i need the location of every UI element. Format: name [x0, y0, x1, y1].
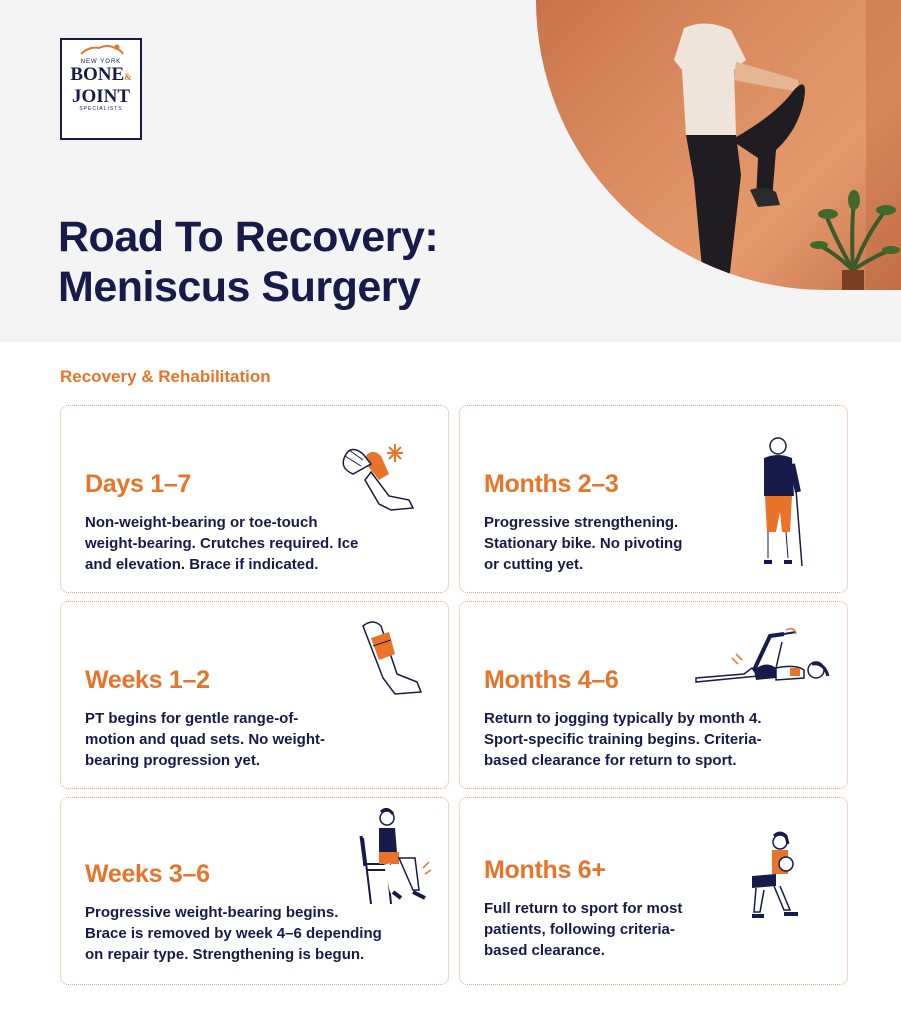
- card-body-line: Sport-specific training begins. Criteria-: [484, 731, 762, 748]
- card-days-1-7: [60, 405, 449, 593]
- logo-line-2: BONE: [70, 64, 125, 85]
- card-body-line: Full return to sport for most: [484, 900, 683, 917]
- chair-exercise-icon: [357, 808, 437, 908]
- logo-ampersand: &: [124, 72, 132, 82]
- brand-logo: [60, 38, 142, 140]
- card-body-line: Stationary bike. No pivoting: [484, 535, 683, 552]
- card-body: [85, 512, 395, 575]
- card-body-line: patients, following criteria-: [484, 921, 675, 938]
- card-body-line: and elevation. Brace if indicated.: [85, 556, 319, 573]
- card-body-line: bearing progression yet.: [85, 752, 261, 769]
- card-body-line: weight-bearing. Crutches required. Ice: [85, 535, 359, 552]
- man-with-cane-icon: [756, 434, 816, 574]
- card-body: [85, 708, 355, 771]
- card-heading: Weeks 1–2: [85, 666, 210, 694]
- card-months-4-6: [459, 601, 848, 789]
- card-heading: Months 4–6: [484, 666, 619, 694]
- logo-line-1: NEW YORK: [80, 59, 122, 65]
- card-body-line: based clearance.: [484, 942, 605, 959]
- section-label: Recovery & Rehabilitation: [60, 367, 271, 386]
- hero-photo: [536, 0, 901, 290]
- card-weeks-3-6: [60, 797, 449, 985]
- card-body-line: or cutting yet.: [484, 556, 584, 573]
- card-body-line: on repair type. Strengthening is begun.: [85, 946, 365, 963]
- card-heading: Months 6+: [484, 856, 606, 884]
- logo-line-3: JOINT: [71, 86, 131, 107]
- card-heading: Days 1–7: [85, 470, 192, 498]
- card-body-line: PT begins for gentle range-of-: [85, 710, 299, 727]
- card-body-line: Non-weight-bearing or toe-touch: [85, 514, 318, 531]
- card-body: [484, 512, 734, 575]
- card-body-line: motion and quad sets. No weight-: [85, 731, 325, 748]
- card-months-6-plus: [459, 797, 848, 985]
- ice-pack-leg-icon: [331, 434, 441, 518]
- card-body-line: based clearance for return to sport.: [484, 752, 737, 769]
- card-weeks-1-2: [60, 601, 449, 789]
- squat-kettlebell-icon: [744, 830, 810, 934]
- logo-line-4: SPECIALISTS: [79, 106, 123, 112]
- card-heading: Months 2–3: [484, 470, 619, 498]
- card-body-line: Brace is removed by week 4–6 depending: [85, 925, 382, 942]
- card-months-2-3: [459, 405, 848, 593]
- card-body-line: Progressive weight-bearing begins.: [85, 904, 339, 921]
- card-body-line: Progressive strengthening.: [484, 514, 679, 531]
- card-heading: Weeks 3–6: [85, 860, 210, 888]
- card-body: [85, 902, 425, 965]
- reclining-figure-logo-icon: [79, 42, 125, 56]
- card-body: [484, 898, 734, 961]
- title-line-2: Meniscus Surgery: [58, 263, 421, 311]
- hero-banner: [0, 0, 901, 342]
- knee-brace-leg-icon: [351, 616, 431, 700]
- lying-stretch-icon: [692, 624, 840, 688]
- card-body-line: Return to jogging typically by month 4.: [484, 710, 762, 727]
- card-body: [484, 708, 804, 771]
- page-title: [58, 212, 438, 312]
- title-line-1: Road To Recovery:: [58, 213, 439, 261]
